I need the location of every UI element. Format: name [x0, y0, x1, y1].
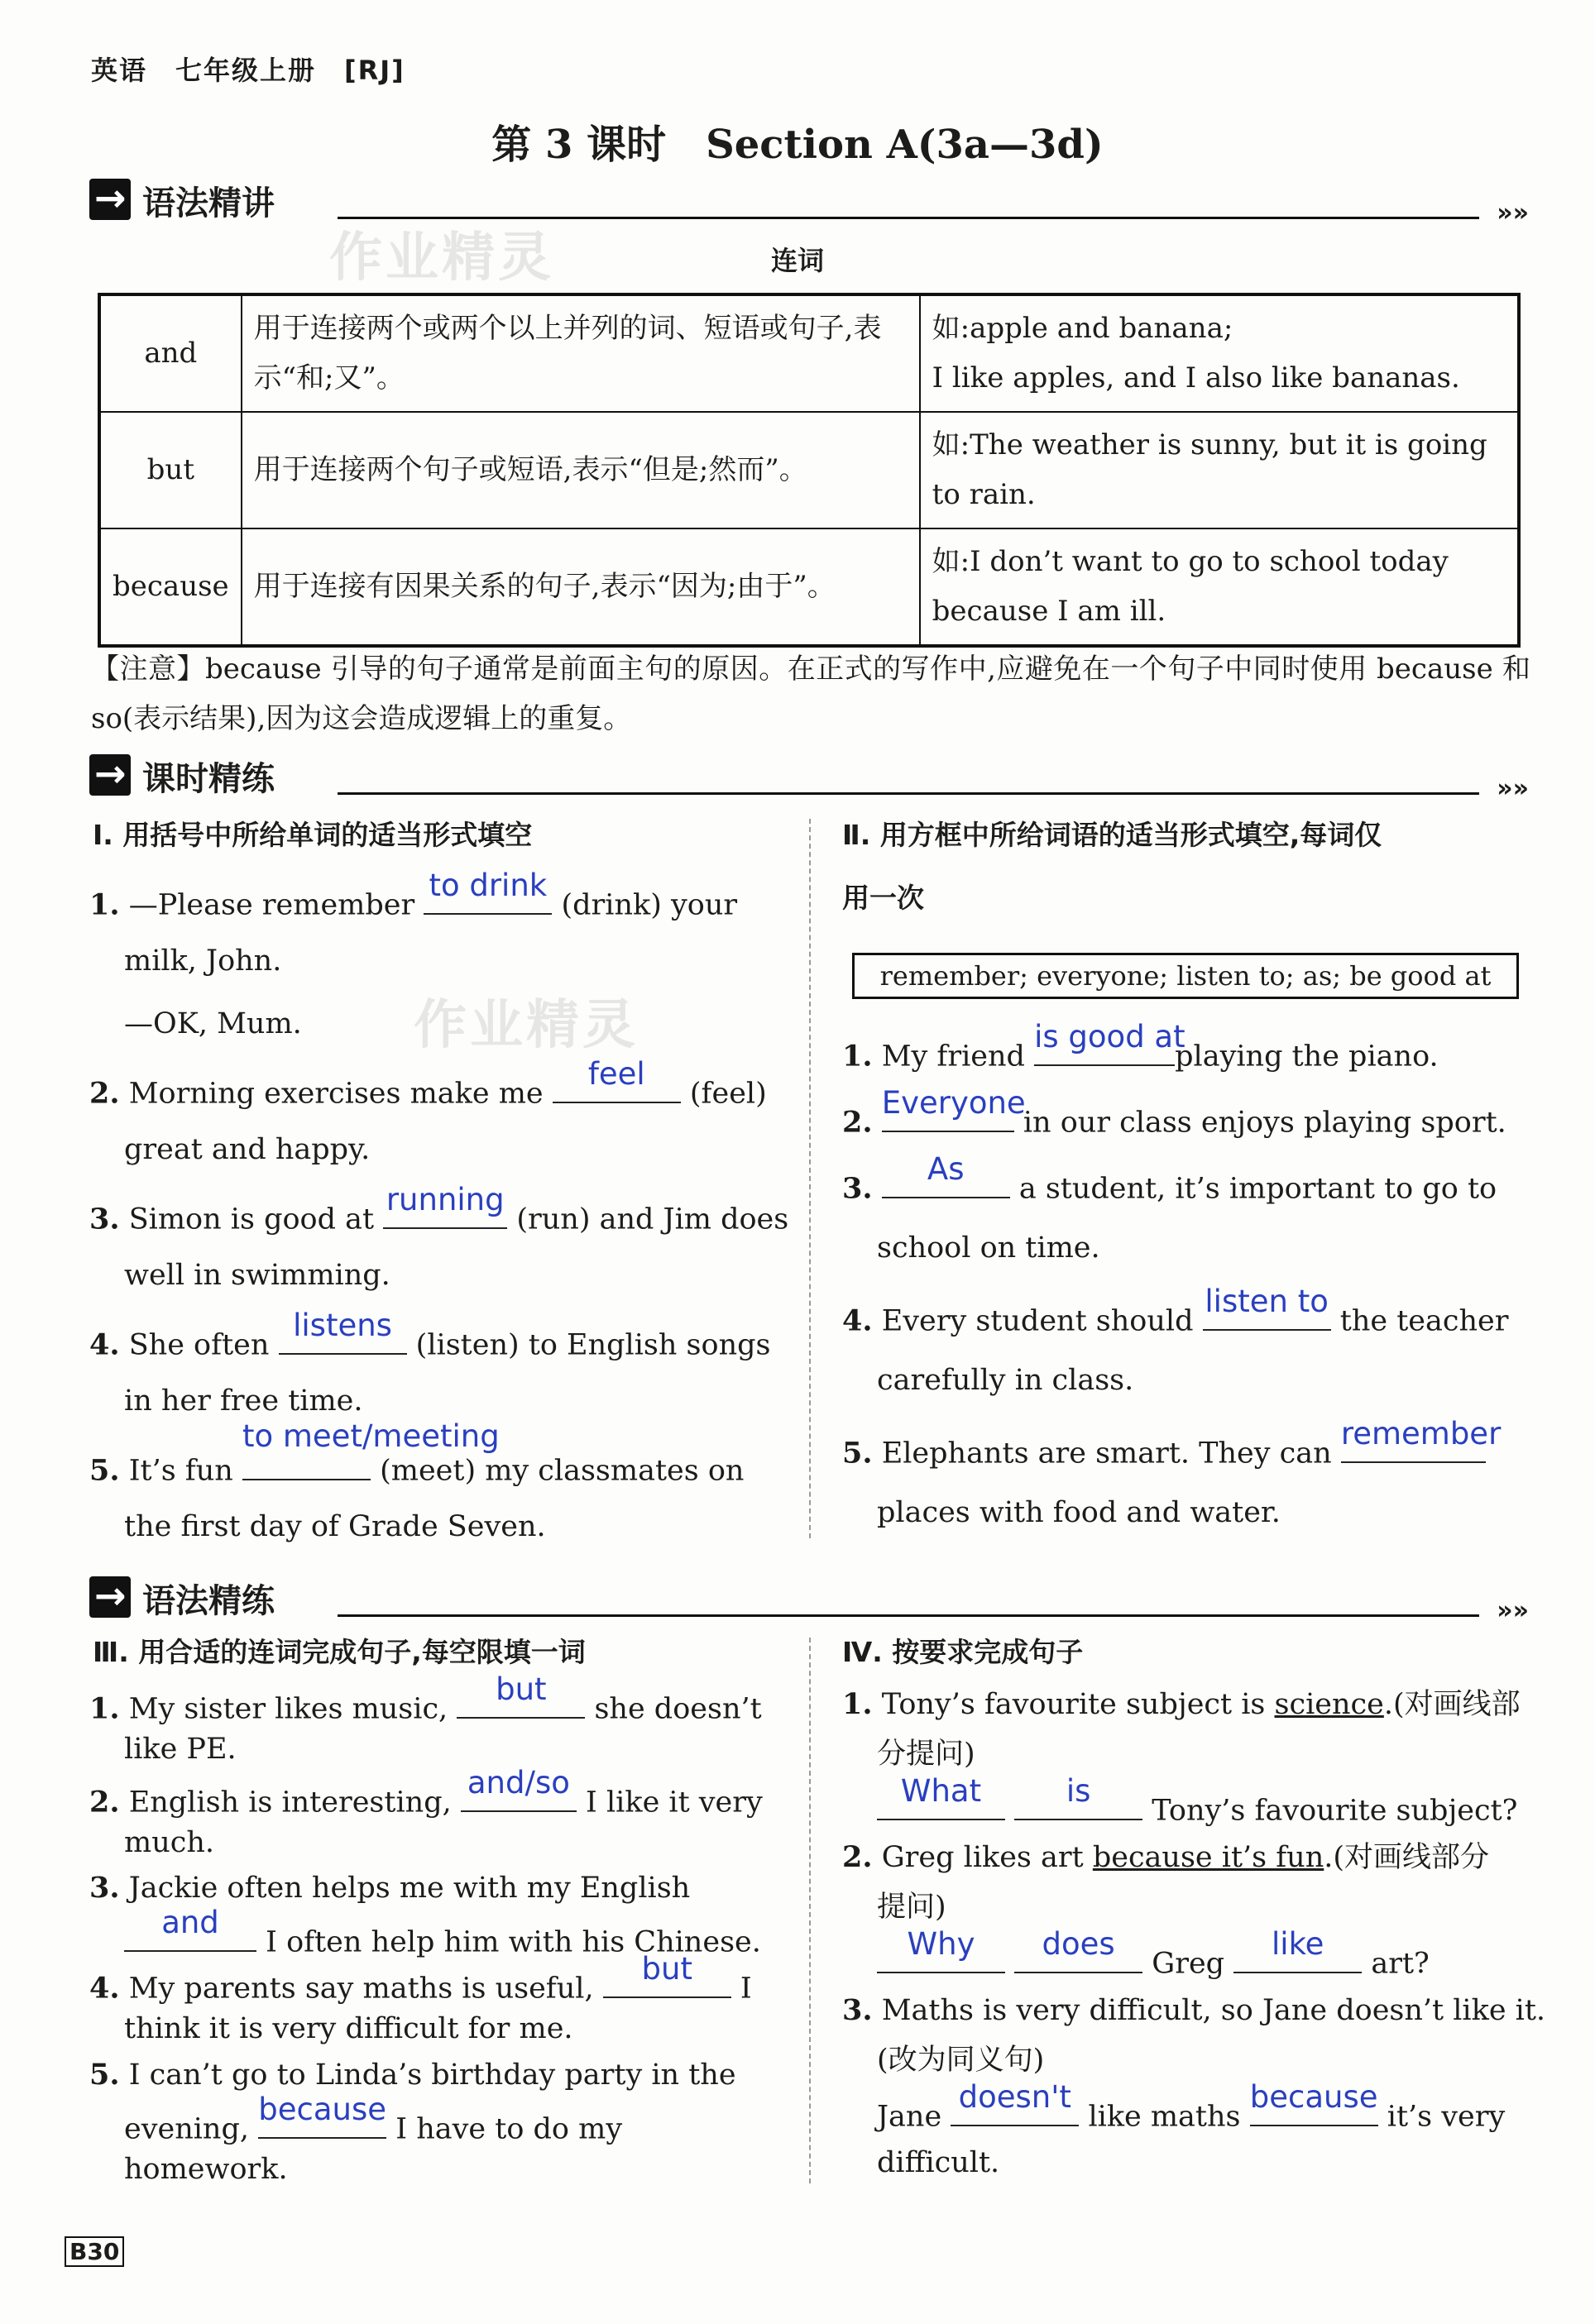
- answer: listens: [293, 1308, 392, 1344]
- question-number: 4.: [89, 1971, 120, 2006]
- chevron-right-icon: »»: [1497, 774, 1529, 803]
- question-text: I often help him with his Chinese.: [266, 1925, 761, 1959]
- question-text: like PE.: [124, 1733, 237, 1766]
- answer: to drink: [429, 868, 548, 904]
- question-number: 1.: [89, 1691, 120, 1726]
- part2-title: 用一次: [842, 882, 924, 914]
- answer: Everyone: [881, 1085, 1026, 1121]
- practice-section-header: [89, 749, 1529, 803]
- conjunction-table: [98, 293, 1521, 648]
- question-text: Greg: [1152, 1947, 1225, 1981]
- question: [89, 1056, 767, 1112]
- question-text: like maths: [1088, 2100, 1241, 2134]
- question: [842, 1993, 1545, 2028]
- question-text: 提问): [877, 1891, 946, 1924]
- question-text: I can’t go to Linda’s birthday party in the: [128, 2059, 736, 2092]
- underlined-text: because it’s fun: [1092, 1841, 1324, 1874]
- arrow-icon: [89, 754, 131, 796]
- question-text: I: [740, 1972, 752, 2006]
- question-text: Greg likes art: [881, 1841, 1084, 1874]
- question-text: it’s very: [1387, 2100, 1506, 2134]
- grammar-section-header: [89, 174, 1529, 227]
- question-text: My friend: [881, 1040, 1025, 1074]
- table-row: [99, 412, 1519, 528]
- word-box: remember; everyone; listen to; as; be good at: [852, 953, 1519, 999]
- question-text: —OK, Mum.: [124, 1007, 302, 1040]
- question: [89, 868, 738, 923]
- question-text: a student, it’s important to go to: [1018, 1172, 1497, 1206]
- answer-blank[interactable]: [1203, 1284, 1331, 1331]
- page-header: 英语 七年级上册 [RJ]: [91, 55, 405, 86]
- answer-blank[interactable]: [553, 1056, 681, 1103]
- table-cell-word: but: [99, 412, 242, 528]
- question: [89, 2058, 736, 2092]
- answer-blank[interactable]: [258, 2092, 387, 2139]
- question-text: Maths is very difficult, so Jane doesn’t like it.: [881, 1994, 1546, 2027]
- exercise-section-header: [89, 1571, 1529, 1625]
- answer-blank[interactable]: [279, 1308, 407, 1355]
- table-cell-word: because: [99, 528, 242, 646]
- question: [842, 1151, 1497, 1207]
- answer: because: [1249, 2079, 1378, 2116]
- question-text: 分提问): [877, 1738, 975, 1771]
- answer-blank[interactable]: [1233, 1926, 1362, 1973]
- answer-blank[interactable]: [877, 1773, 1005, 1820]
- answer: running: [386, 1182, 505, 1218]
- question-text: school on time.: [877, 1231, 1100, 1265]
- grammar-note: 【注意】because 引导的句子通常是前面主句的原因。在正式的写作中,应避免在一个句子中同时使用 because 和 so(表示结果),因为这会造成逻辑上的重复。: [91, 653, 1530, 735]
- answer: feel: [587, 1056, 645, 1093]
- answer-blank[interactable]: [424, 868, 552, 915]
- question-text: art?: [1371, 1947, 1430, 1981]
- question-text: Morning exercises make me: [128, 1077, 544, 1111]
- watermark: 作业精灵: [414, 995, 639, 1056]
- underlined-text: science: [1274, 1688, 1384, 1721]
- question: [842, 1687, 1521, 1722]
- question-text: she doesn’t: [594, 1692, 762, 1726]
- table-cell-usage: 用于连接两个句子或短语,表示“但是;然而”。: [242, 412, 920, 528]
- question-number: 5.: [842, 1436, 873, 1470]
- question-number: 3.: [842, 1993, 873, 2027]
- question-text: I like it very: [586, 1786, 763, 1820]
- question: [842, 1284, 1509, 1339]
- question: [89, 1308, 771, 1363]
- question-text: difficult.: [877, 2146, 1000, 2179]
- answer-blank[interactable]: [881, 1085, 1026, 1132]
- answer-blank[interactable]: [242, 1418, 500, 1480]
- answer-blank[interactable]: [124, 1905, 256, 1952]
- question: [842, 1019, 1439, 1074]
- question: [842, 1416, 1502, 1471]
- answer: but: [641, 1951, 692, 1987]
- question-text: milk, John.: [124, 944, 282, 978]
- page-number: B30: [65, 2236, 124, 2267]
- question-text: .(对画线部: [1383, 1688, 1521, 1721]
- answer-blank[interactable]: [1014, 1773, 1142, 1820]
- answer-blank[interactable]: [457, 1671, 585, 1719]
- arrow-icon: [89, 179, 131, 220]
- answer-blank[interactable]: [882, 1151, 1010, 1198]
- question-number: 2.: [89, 1076, 120, 1111]
- question-text: .(对画线部分: [1324, 1841, 1490, 1874]
- question-number: 2.: [842, 1840, 873, 1874]
- question-text: It’s fun: [128, 1454, 233, 1488]
- question-text: the teacher: [1339, 1304, 1509, 1338]
- table-cell-usage: 用于连接两个或两个以上并列的词、短语或句子,表示“和;又”。: [242, 294, 920, 412]
- lesson-title: 第 3 课时 Section A(3a—3d): [491, 122, 1104, 168]
- table-row: [99, 294, 1519, 412]
- question-text: well in swimming.: [124, 1259, 390, 1292]
- question-text: think it is very difficult for me.: [124, 2012, 573, 2045]
- question: [842, 1840, 1489, 1875]
- answer: As: [927, 1151, 965, 1188]
- table-cell-example: 如:The weather is sunny, but it is going to rain.: [920, 412, 1519, 528]
- part4-title: Ⅳ. 按要求完成句子: [842, 1636, 1084, 1668]
- question-text: Tony’s favourite subject is: [881, 1688, 1266, 1721]
- part1-title: Ⅰ. 用括号中所给单词的适当形式填空: [93, 819, 533, 851]
- table-cell-example: 如:I don’t want to go to school today because I am ill.: [920, 528, 1519, 646]
- question-text: I have to do my: [395, 2112, 623, 2146]
- question-number: 4.: [842, 1303, 873, 1338]
- question: [89, 1182, 789, 1237]
- divider: [338, 792, 1479, 795]
- answer: like: [1272, 1926, 1324, 1963]
- part3-title: Ⅲ. 用合适的连词完成句子,每空限填一词: [93, 1636, 586, 1668]
- question: [877, 1773, 1518, 1829]
- question-text: Jane: [877, 2100, 942, 2134]
- table-caption: 连词: [770, 245, 824, 276]
- answer-blank[interactable]: [951, 2079, 1079, 2126]
- question-text: Tony’s favourite subject?: [1152, 1794, 1518, 1828]
- question-text: homework.: [124, 2153, 288, 2186]
- question: [89, 1671, 762, 1727]
- question-text: She often: [128, 1328, 270, 1362]
- question-text: My parents say maths is useful,: [128, 1972, 594, 2006]
- question-text: English is interesting,: [128, 1786, 452, 1820]
- question: [89, 1871, 690, 1906]
- table-cell-example: 如:apple and banana; I like apples, and I also like bananas.: [920, 294, 1519, 412]
- question-text: (listen) to English songs: [415, 1328, 771, 1362]
- question-text: in her free time.: [124, 1384, 363, 1418]
- answer: does: [1042, 1926, 1115, 1963]
- answer: to meet/meeting: [242, 1418, 500, 1455]
- question-text: Simon is good at: [128, 1203, 375, 1236]
- part2-title: Ⅱ. 用方框中所给词语的适当形式填空,每词仅: [842, 819, 1382, 851]
- table-row: [99, 528, 1519, 646]
- question-text: places with food and water.: [877, 1496, 1281, 1529]
- answer: listen to: [1205, 1284, 1329, 1320]
- question-number: 3.: [89, 1202, 120, 1236]
- question: [89, 1418, 745, 1489]
- question-text: Every student should: [881, 1304, 1194, 1338]
- section-title: 语法精讲: [142, 184, 275, 222]
- question-number: 5.: [89, 2058, 120, 2092]
- question: [124, 2092, 623, 2147]
- question: [89, 1951, 752, 2006]
- watermark: 作业精灵: [329, 227, 554, 289]
- question-text: (feel): [689, 1077, 767, 1111]
- answer-blank[interactable]: [1014, 1926, 1142, 1973]
- answer-blank[interactable]: [1034, 1019, 1185, 1066]
- question-number: 2.: [89, 1785, 120, 1820]
- arrow-icon: [89, 1576, 131, 1618]
- answer: What: [900, 1773, 982, 1810]
- answer-blank[interactable]: [877, 1926, 1005, 1973]
- question-number: 3.: [89, 1871, 120, 1905]
- answer-blank[interactable]: [1340, 1416, 1502, 1463]
- chevron-right-icon: »»: [1497, 198, 1529, 227]
- section-title: 语法精练: [142, 1582, 275, 1620]
- question-number: 4.: [89, 1327, 120, 1362]
- question: [877, 2079, 1506, 2135]
- answer: and: [161, 1905, 219, 1941]
- answer: is good at: [1034, 1019, 1185, 1055]
- answer: is: [1066, 1773, 1091, 1810]
- answer: because: [258, 2092, 387, 2128]
- answer-blank[interactable]: [603, 1951, 731, 1998]
- section-title: 课时精练: [142, 760, 275, 798]
- question-text: (drink) your: [561, 888, 738, 922]
- question-text: (run) and Jim does: [516, 1203, 789, 1236]
- table-cell-usage: 用于连接有因果关系的句子,表示“因为;由于”。: [242, 528, 920, 646]
- answer-blank[interactable]: [1249, 2079, 1378, 2126]
- question-text: evening,: [124, 2112, 250, 2146]
- answer: but: [496, 1671, 547, 1708]
- question-text: My sister likes music,: [128, 1692, 448, 1726]
- divider: [338, 1614, 1479, 1617]
- question: [89, 1765, 763, 1820]
- question-text: Jackie often helps me with my English: [128, 1872, 691, 1905]
- column-divider: [809, 819, 811, 1538]
- question-text: the first day of Grade Seven.: [124, 1510, 546, 1543]
- question: [877, 1926, 1430, 1982]
- answer-blank[interactable]: [383, 1182, 507, 1229]
- question-text: Elephants are smart. They can: [881, 1437, 1332, 1470]
- question-number: 2.: [842, 1105, 873, 1140]
- column-divider: [809, 1638, 811, 2183]
- question-number: 1.: [842, 1687, 873, 1721]
- question-number: 3.: [842, 1171, 873, 1206]
- question-text: in our class enjoys playing sport.: [1023, 1106, 1506, 1140]
- question-text: (meet) my classmates on: [380, 1454, 745, 1488]
- question-text: —Please remember: [128, 888, 415, 922]
- answer: remember: [1340, 1416, 1502, 1452]
- question: [842, 1085, 1506, 1140]
- question-text: much.: [124, 1826, 214, 1859]
- table-cell-word: and: [99, 294, 242, 412]
- question-text: playing the piano.: [1175, 1040, 1439, 1074]
- question-text: great and happy.: [124, 1133, 371, 1166]
- answer-blank[interactable]: [461, 1765, 577, 1812]
- question-number: 5.: [89, 1453, 120, 1488]
- question-number: 1.: [842, 1039, 873, 1074]
- answer: and/so: [467, 1765, 570, 1801]
- answer: Why: [907, 1926, 975, 1963]
- answer: doesn't: [958, 2079, 1071, 2116]
- question-text: (改为同义句): [877, 2044, 1045, 2077]
- question-text: carefully in class.: [877, 1364, 1134, 1397]
- question-number: 1.: [89, 887, 120, 922]
- chevron-right-icon: »»: [1497, 1596, 1529, 1625]
